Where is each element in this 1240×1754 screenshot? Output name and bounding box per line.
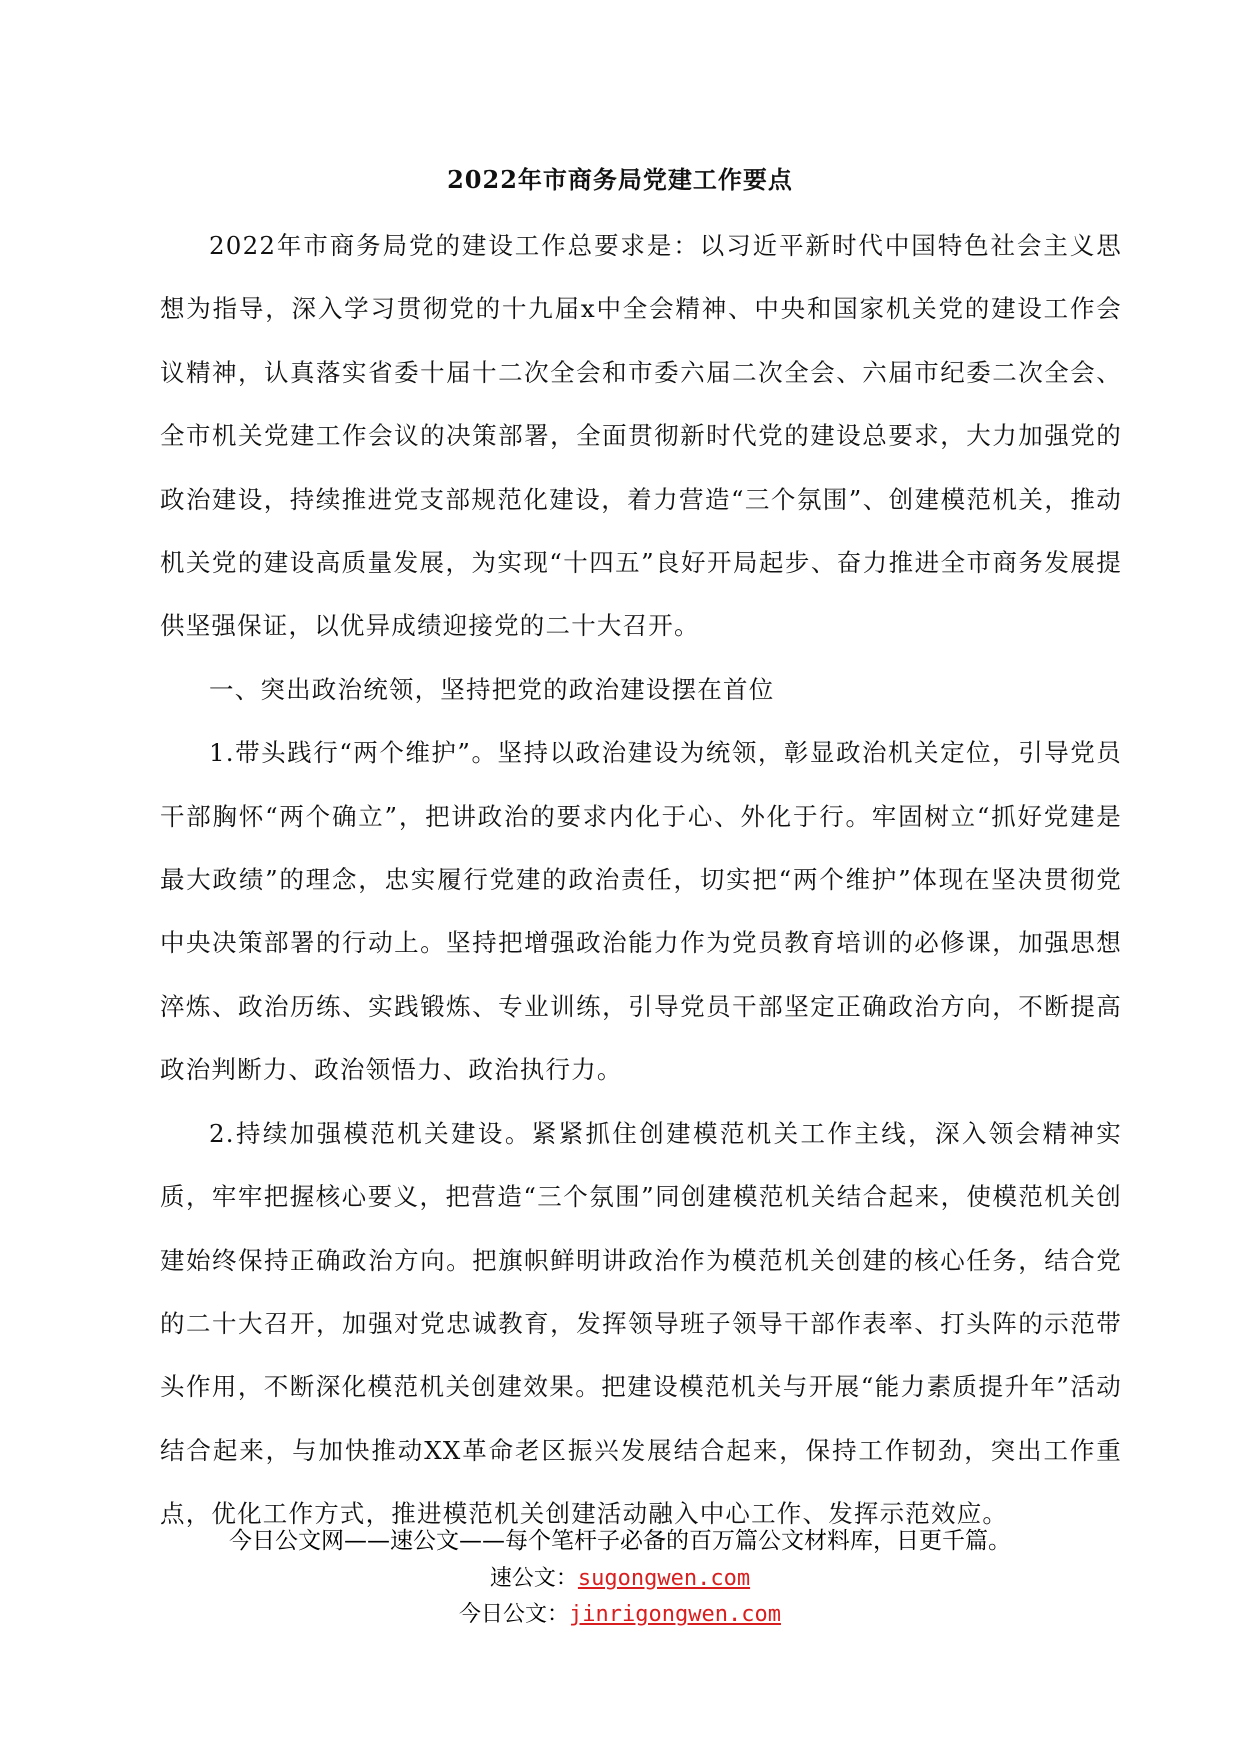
intro-paragraph: 2022年市商务局党的建设工作总要求是：以习近平新时代中国特色社会主义思想为指导，深入学习贯彻党的十九届x中全会精神、中央和国家机关党的建设工作会议精神，认真落实省委十届十二次全会和市委六届二次全会、六届市纪委二次全会、全市机关党建工作会议的决策部署，全面贯彻新时代党的建设总要求，大力加强党的政治建设，持续推进党支部规范化建设，着力营造“三个氛围”、创建模范机关，推动机关党的建设高质量发展，为实现“十四五”良好开局起步、奋力推进全市商务发展提供坚强保证，以优异成绩迎接党的二十大召开。 bbox=[160, 231, 1122, 641]
document-body bbox=[160, 214, 1122, 1546]
page-title: 2022年市商务局党建工作要点 bbox=[447, 165, 793, 194]
section-heading: 一、突出政治统领，坚持把党的政治建设摆在首位 bbox=[209, 674, 775, 704]
footer-site1-label: 速公文： bbox=[489, 1566, 578, 1591]
footer-site1-link[interactable]: sugongwen.com bbox=[577, 1566, 751, 1591]
footer-site2-link[interactable]: jinrigongwen.com bbox=[569, 1602, 781, 1627]
footer-slogan: 今日公文网——速公文——每个笔杆子必备的百万篇公文材料库，日更千篇。 bbox=[229, 1528, 1011, 1554]
footer-site2-label: 今日公文： bbox=[459, 1602, 570, 1627]
footer-site1 bbox=[0, 1561, 1240, 1592]
item-paragraph-1: 1.带头践行“两个维护”。坚持以政治建设为统领，彰显政治机关定位，引导党员干部胸怀“两个确立”，把讲政治的要求内化于心、外化于行。牢固树立“抓好党建是最大政绩”的理念，忠实履行党建的政治责任，切实把“两个维护”体现在坚决贯彻党中央决策部署的行动上。坚持把增强政治能力作为党员教育培训的必修课，加强思想淬炼、政治历练、实践锻炼、专业训练，引导党员干部坚定正确政治方向，不断提高政治判断力、政治领悟力、政治执行力。 bbox=[160, 738, 1122, 1085]
footer-site2 bbox=[0, 1597, 1240, 1628]
item-paragraph-2: 2.持续加强模范机关建设。紧紧抓住创建模范机关工作主线，深入领会精神实质，牢牢把握核心要义，把营造“三个氛围”同创建模范机关结合起来，使模范机关创建始终保持正确政治方向。把旗帜鲜明讲政治作为模范机关创建的核心任务，结合党的二十大召开，加强对党忠诚教育，发挥领导班子领导干部作表率、打头阵的示范带头作用，不断深化模范机关创建效果。把建设模范机关与开展“能力素质提升年”活动结合起来，与加快推动XX革命老区振兴发展结合起来，保持工作韧劲，突出工作重点，优化工作方式，推进模范机关创建活动融入中心工作、发挥示范效应。 bbox=[160, 1118, 1122, 1529]
